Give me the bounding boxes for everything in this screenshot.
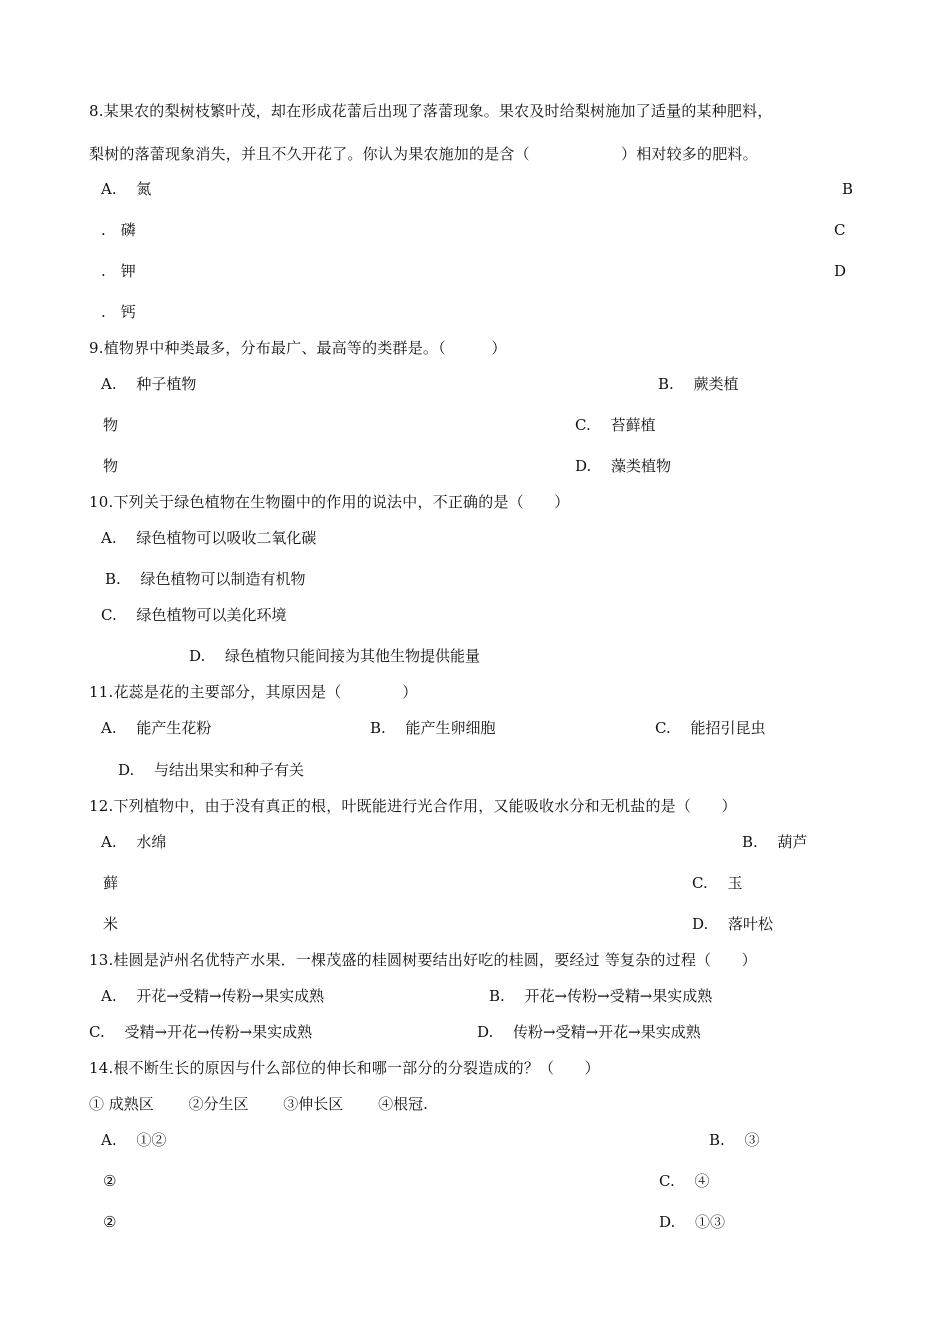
q9-option-a[interactable]: A. 种子植物 (101, 375, 197, 393)
q9-option-c[interactable]: C. 苔藓植 (575, 416, 656, 434)
q11-option-d[interactable]: D. 与结出果实和种子有关 (118, 761, 305, 779)
q13-option-c[interactable]: C. 受精→开花→传粉→果实成熟 (89, 1023, 313, 1041)
q8-option-c-label[interactable]: C (834, 221, 846, 239)
q9-option-c-wrap: 物 (103, 457, 119, 475)
q12-option-c[interactable]: C. 玉 (692, 874, 743, 892)
q13-option-a[interactable]: A. 开花→受精→传粉→果实成熟 (101, 987, 325, 1005)
q11-option-a[interactable]: A. 能产生花粉 (101, 719, 212, 737)
q8-option-c-text: . 钾 (101, 262, 136, 280)
q13-option-b[interactable]: B. 开花→传粉→受精→果实成熟 (489, 987, 713, 1005)
q14-option-c-wrap: ② (103, 1213, 117, 1231)
q10-stem: 10.下列关于绿色植物在生物圈中的作用的说法中，不正确的是（ ） (89, 493, 570, 511)
q14-option-a[interactable]: A. ①② (101, 1131, 167, 1149)
q14-option-d[interactable]: D. ①③ (659, 1213, 726, 1231)
q14-parts-list: ① 成熟区 ②分生区 ③伸长区 ④根冠. (89, 1095, 428, 1113)
q8-option-d-label[interactable]: D (834, 262, 847, 280)
q12-option-a[interactable]: A. 水绵 (101, 833, 167, 851)
q14-stem: 14.根不断生长的原因与什么部位的伸长和哪一部分的分裂造成的？（ ） (89, 1059, 600, 1077)
q11-stem: 11.花蕊是花的主要部分，其原因是（ ） (89, 683, 418, 701)
q10-option-d[interactable]: D. 绿色植物只能间接为其他生物提供能量 (189, 647, 481, 665)
q9-option-d[interactable]: D. 藻类植物 (575, 457, 672, 475)
q12-option-c-wrap: 米 (103, 915, 119, 933)
q8-option-b-label[interactable]: B (842, 180, 854, 198)
q9-option-b[interactable]: B. 蕨类植 (658, 375, 739, 393)
q8-option-a[interactable]: A. 氮 (101, 180, 152, 198)
q11-option-c[interactable]: C. 能招引昆虫 (655, 719, 766, 737)
q13-stem: 13.桂圆是泸州名优特产水果．一棵茂盛的桂圆树要结出好吃的桂圆，要经过 等复杂的过程（ ） (89, 951, 757, 969)
q13-option-d[interactable]: D. 传粉→受精→开花→果实成熟 (477, 1023, 701, 1041)
q14-option-b-wrap: ② (103, 1172, 117, 1190)
q8-option-d-text: . 钙 (101, 303, 136, 321)
q10-option-b[interactable]: B. 绿色植物可以制造有机物 (105, 570, 306, 588)
q12-option-d[interactable]: D. 落叶松 (692, 915, 774, 933)
q14-option-b[interactable]: B. ③ (709, 1131, 760, 1149)
q8-stem-line1: 8.某果农的梨树枝繁叶茂，却在形成花蕾后出现了落蕾现象。果农及时给梨树施加了适量的某种肥料， (89, 102, 773, 120)
q9-stem: 9.植物界中种类最多，分布最广、最高等的类群是。（ ） (89, 339, 507, 357)
q12-option-b-wrap: 藓 (103, 874, 119, 892)
q12-stem: 12.下列植物中，由于没有真正的根，叶既能进行光合作用，又能吸收水分和无机盐的是（ ） (89, 797, 737, 815)
q10-option-c[interactable]: C. 绿色植物可以美化环境 (101, 606, 287, 624)
q9-option-b-wrap: 物 (103, 416, 119, 434)
q10-option-a[interactable]: A. 绿色植物可以吸收二氧化碳 (101, 529, 317, 547)
q11-option-b[interactable]: B. 能产生卵细胞 (370, 719, 496, 737)
q12-option-b[interactable]: B. 葫芦 (742, 833, 808, 851)
q14-option-c[interactable]: C. ④ (659, 1172, 710, 1190)
q8-stem-line2: 梨树的落蕾现象消失，并且不久开花了。你认为果农施加的是含（ ）相对较多的肥料。 (89, 145, 758, 163)
q8-option-b-text: . 磷 (101, 221, 136, 239)
